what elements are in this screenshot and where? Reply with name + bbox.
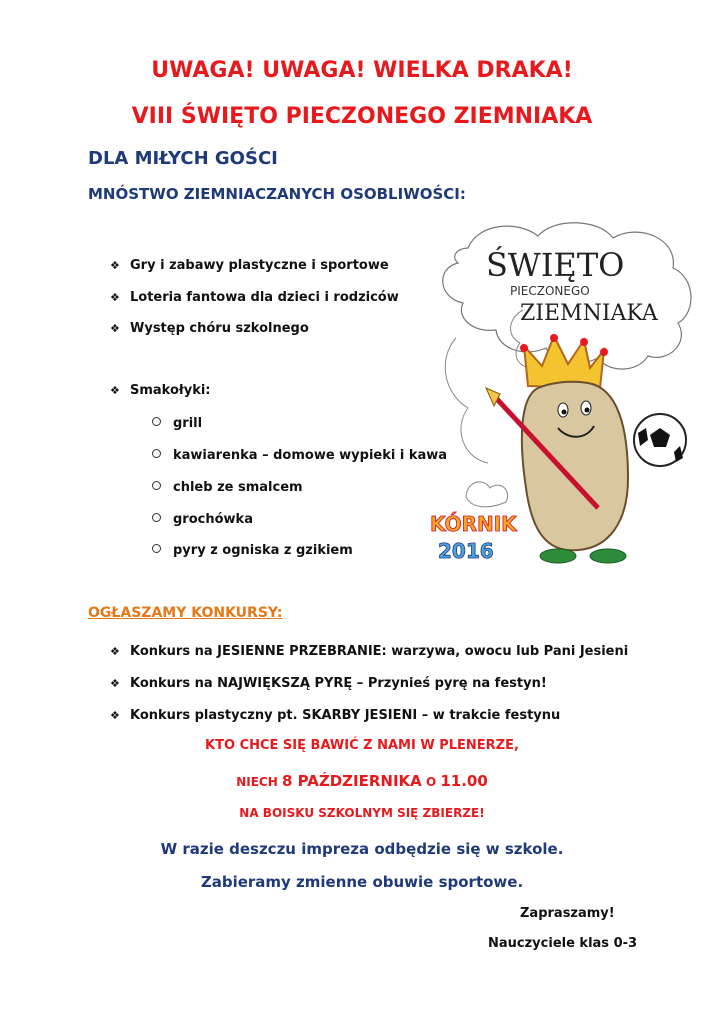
- list-item-text: Konkurs na NAJWIĘKSZĄ PYRĘ – Przynieś pyrę na festyn!: [130, 676, 547, 691]
- diamond-bullet-icon: ❖: [110, 384, 120, 397]
- signature-author: Nauczyciele klas 0-3: [488, 936, 638, 951]
- list-item: [110, 290, 399, 305]
- diamond-bullet-icon: ❖: [110, 709, 120, 722]
- list-item-text: grochówka: [173, 512, 253, 527]
- circle-bullet-icon: [152, 513, 161, 522]
- invite-text: NIECH: [236, 775, 282, 789]
- diamond-bullet-icon: ❖: [110, 291, 120, 304]
- diamond-bullet-icon: ❖: [110, 322, 120, 335]
- circle-bullet-icon: [152, 544, 161, 553]
- crown-icon: [524, 336, 604, 388]
- list-item: [152, 543, 353, 558]
- signature-invite: Zapraszamy!: [520, 906, 615, 921]
- snacks-label: [110, 383, 211, 398]
- list-item-text: grill: [173, 416, 203, 431]
- poster-title-1: ŚWIĘTO: [486, 246, 625, 284]
- contests-heading: OGŁASZAMY KONKURSY:: [88, 605, 283, 621]
- poster-title-3: ZIEMNIAKA: [520, 301, 658, 326]
- shoes-note: Zabieramy zmienne obuwie sportowe.: [200, 873, 524, 891]
- list-item-text: Konkurs plastyczny pt. SKARBY JESIENI – w trakcie festynu: [130, 708, 561, 723]
- invite-line-2: [0, 771, 724, 790]
- list-item-text: Loteria fantowa dla dzieci i rodziców: [130, 290, 399, 305]
- diamond-bullet-icon: ❖: [110, 677, 120, 690]
- event-title: VIII ŚWIĘTO PIECZONEGO ZIEMNIAKA: [131, 104, 593, 129]
- invite-text: O: [421, 775, 441, 789]
- poster-year: 2016: [438, 539, 494, 563]
- list-item: [110, 676, 547, 691]
- list-item: [152, 448, 447, 463]
- list-item-text: Konkurs na JESIENNE PRZEBRANIE: warzywa, owocu lub Pani Jesieni: [130, 644, 629, 659]
- list-item-text: Smakołyki:: [130, 383, 211, 398]
- event-time: 11.00: [440, 772, 488, 790]
- rain-note: W razie deszczu impreza odbędzie się w szkole.: [160, 840, 564, 858]
- main-heading: UWAGA! UWAGA! WIELKA DRAKA!: [151, 58, 573, 83]
- list-item: [110, 708, 560, 723]
- potato-king-illustration: [428, 218, 698, 578]
- invite-line-3: NA BOISKU SZKOLNYM SIĘ ZBIERZE!: [239, 806, 485, 820]
- guests-heading: DLA MIŁYCH GOŚCI: [88, 148, 278, 169]
- list-item-text: chleb ze smalcem: [173, 480, 303, 495]
- circle-bullet-icon: [152, 417, 161, 426]
- list-item-text: Gry i zabawy plastyczne i sportowe: [130, 258, 389, 273]
- circle-bullet-icon: [152, 449, 161, 458]
- list-item: [152, 512, 253, 527]
- circle-bullet-icon: [152, 481, 161, 490]
- diamond-bullet-icon: ❖: [110, 259, 120, 272]
- list-item-text: Występ chóru szkolnego: [130, 321, 309, 336]
- list-item-text: kawiarenka – domowe wypieki i kawa: [173, 448, 448, 463]
- list-item-text: pyry z ogniska z gzikiem: [173, 543, 353, 558]
- list-item: [110, 644, 628, 659]
- potato-body: [522, 382, 628, 550]
- list-item: [110, 321, 309, 336]
- diamond-bullet-icon: ❖: [110, 645, 120, 658]
- list-item: [152, 416, 202, 431]
- poster-title-2: PIECZONEGO: [510, 284, 590, 298]
- attractions-heading: MNÓSTWO ZIEMNIACZANYCH OSOBLIWOŚCI:: [88, 185, 466, 203]
- list-item: [110, 258, 389, 273]
- poster-place: KÓRNIK: [430, 512, 517, 536]
- list-item: [152, 480, 303, 495]
- event-date: 8 PAŹDZIERNIKA: [281, 772, 422, 790]
- invite-line-1: KTO CHCE SIĘ BAWIĆ Z NAMI W PLENERZE,: [205, 738, 519, 753]
